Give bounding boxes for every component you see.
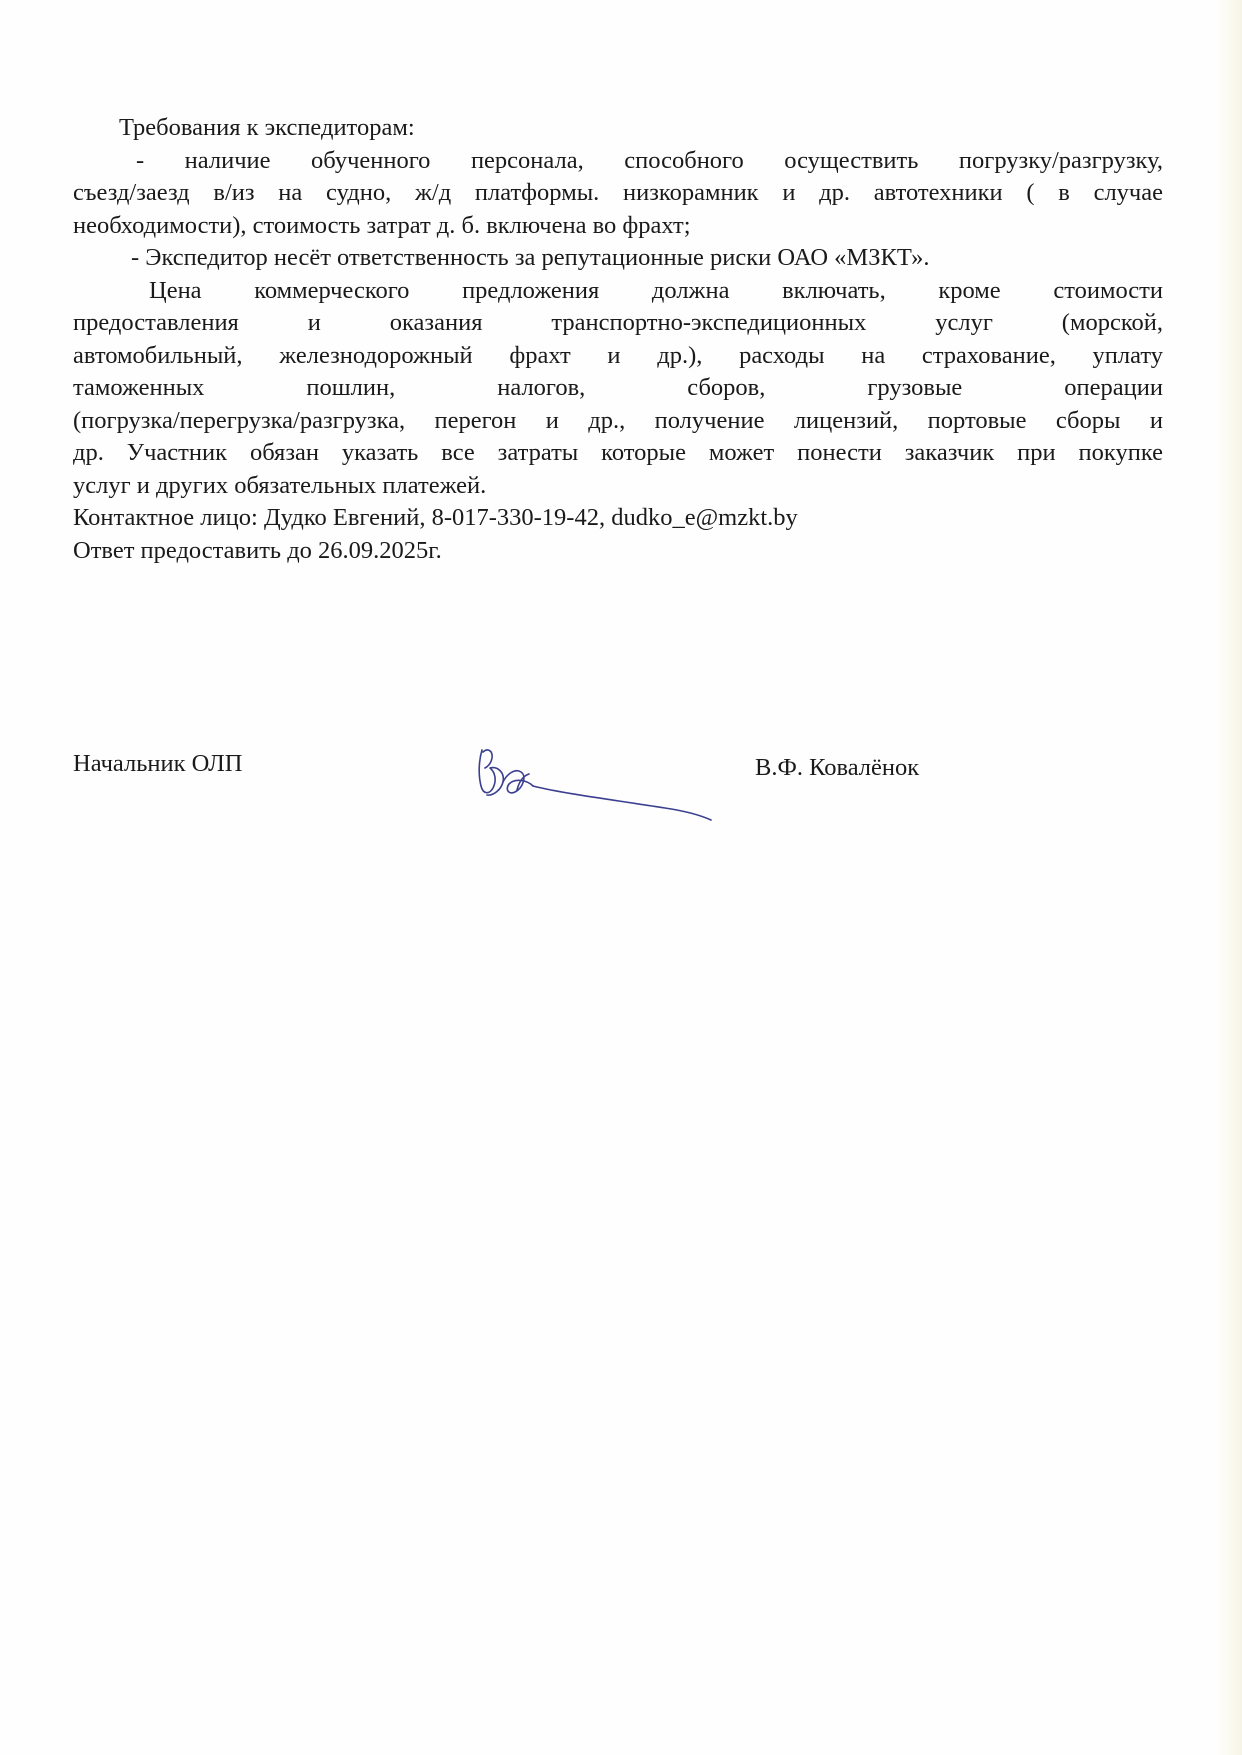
handwritten-signature [445,738,745,838]
price-paragraph-line-6: др. Участник обязан указать все затраты которые может понести заказчик при покупке [73,439,1163,466]
signer-name: В.Ф. Ковалёнок [755,754,920,781]
requirement-item-1-line-3: необходимости), стоимость затрат д. б. включена во фрахт; [73,211,691,239]
scan-edge [1212,0,1242,1755]
contact-line: Контактное лицо: Дудко Евгений, 8-017-330-19-42, dudko_e@mzkt.by [73,504,798,531]
price-paragraph-line-7: услуг и других обязательных платежей. [73,471,487,499]
deadline-line: Ответ предоставить до 26.09.2025г. [73,536,442,564]
requirements-heading: Требования к экспедиторам: [119,114,415,141]
price-paragraph-line-2: предоставления и оказания транспортно-экспедиционных услуг (морской, [73,309,1163,336]
document-body [73,112,1163,567]
requirement-item-1-line-1: - наличие обученного персонала, способного осуществить погрузку/разгрузку, [136,146,1163,174]
price-paragraph-line-3: автомобильный, железнодорожный фрахт и др.), расходы на страхование, уплату [73,341,1163,369]
signer-position: Начальник ОЛП [73,750,243,777]
price-paragraph-line-4: таможенных пошлин, налогов, сборов, грузовые операции [73,374,1163,401]
signature-block [73,748,1163,848]
price-paragraph-line-1: Цена коммерческого предложения должна включать, кроме стоимости [149,276,1163,304]
price-paragraph-line-5: (погрузка/перегрузка/разгрузка, перегон и др., получение лицензий, портовые сборы и [73,406,1163,434]
requirement-item-2: - Экспедитор несёт ответственность за репутационные риски ОАО «МЗКТ». [131,244,930,271]
requirement-item-1-line-2: съезд/заезд в/из на судно, ж/д платформы. низкорамник и др. автотехники ( в случае [73,179,1163,206]
